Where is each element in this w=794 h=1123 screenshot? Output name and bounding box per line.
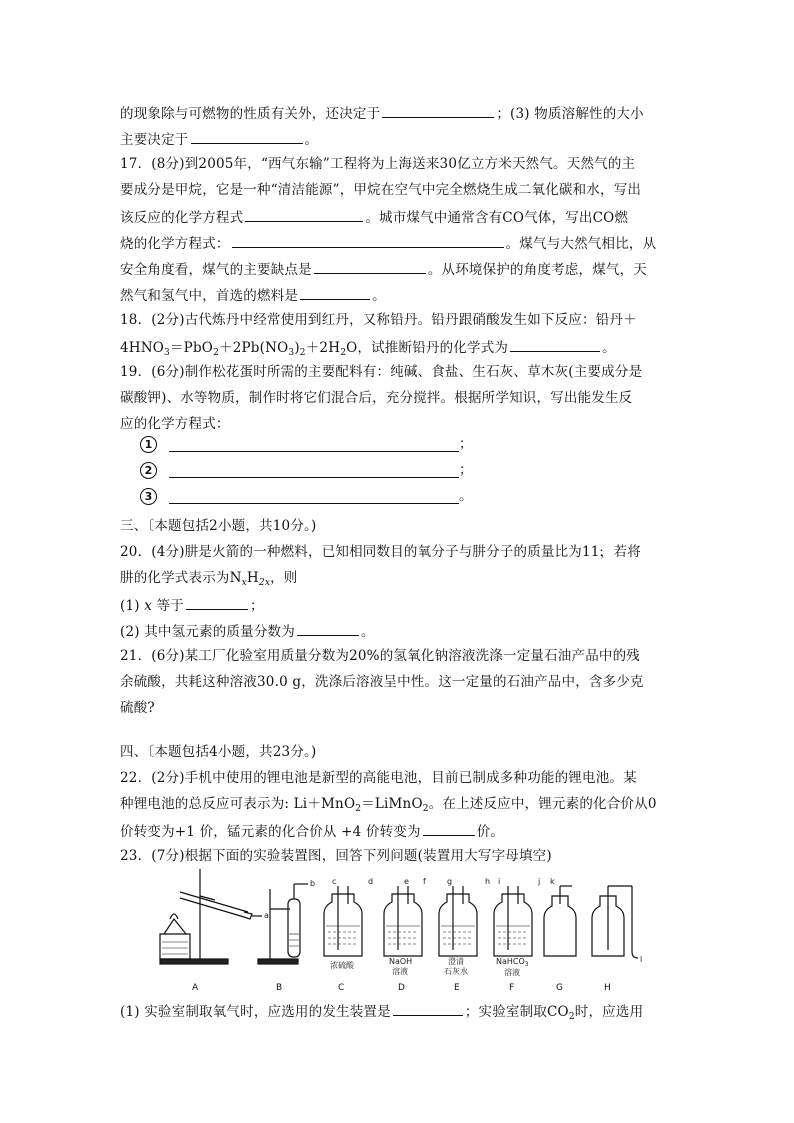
answer-blank[interactable] [297, 620, 359, 636]
apparatus-e [439, 886, 477, 956]
reagent-label-f2: 溶液 [504, 968, 520, 977]
question-19-line-1: 19．(6分)制作松花蛋时所需的主要配料有：纯碱、食盐、生石灰、草木灰(主要成分是 [120, 364, 643, 380]
apparatus-figure [140, 864, 700, 994]
question-23-line-1: 23．(7分)根据下面的实验装置图，回答下列问题(装置用大写字母填空) [120, 848, 552, 864]
section-heading-3: 三、〔本题包括2小题，共10分。) [120, 518, 317, 534]
apparatus-d [384, 886, 422, 956]
apparatus-letter-b: B [276, 983, 283, 993]
port-label-l: l [640, 955, 643, 964]
apparatus-a [160, 869, 262, 964]
answer-blank[interactable] [245, 206, 363, 222]
question-22-line-2: 种锂电池的总反应可表示为: Li＋MnO$_2$＝LiMnO$_2$。在上述反应中，锂元素的化合价从0 [120, 796, 657, 814]
question-21-line-2: 余硫酸，共耗这种溶液30.0 g，洗涤后溶液呈中性。这一定量的石油产品中，含多少克 [120, 674, 644, 690]
question-22-line-3: 价转变为+1 价，锰元素的化合价从 +4 价转变为 价。 [120, 820, 504, 842]
reagent-label-c: 浓硫酸 [330, 961, 354, 970]
answer-blank[interactable] [393, 1000, 463, 1016]
question-21-line-1: 21．(6分)某工厂化验室用质量分数为20%的氢氧化钠溶液洗涤一定量石油产品中的残 [120, 648, 641, 664]
text-line: 的现象除与可燃物的性质有关外，还决定于 ；(3) 物质溶解性的大小 [120, 102, 644, 124]
answer-blank[interactable] [232, 232, 504, 248]
apparatus-f [494, 886, 532, 956]
equation-line-2: 2 ； [140, 460, 473, 480]
apparatus-c [324, 886, 362, 956]
answer-line[interactable] [169, 489, 459, 504]
question-19-line-3: 应的化学方程式： [120, 416, 230, 432]
section-heading-4: 四、〔本题包括4小题，共23分。) [120, 744, 317, 760]
apparatus-h [592, 886, 638, 958]
question-17-line-3: 该反应的化学方程式 。城市煤气中通常含有CO气体，写出CO燃 [120, 206, 628, 228]
question-22-line-1: 22．(2分)手机中使用的锂电池是新型的高能电池，目前已制成多种功能的锂电池。某 [120, 770, 637, 786]
port-label-h: h [485, 877, 491, 886]
question-17-line-6: 然气和氢气中，首选的燃料是 。 [120, 284, 386, 306]
port-label-b: b [310, 879, 316, 888]
reagent-label-d2: 溶液 [392, 967, 408, 976]
apparatus-letter-d: D [398, 983, 405, 993]
answer-blank[interactable] [300, 284, 370, 300]
reagent-label-f1: NaHCO$_3$ [496, 957, 529, 968]
port-label-i: i [498, 877, 501, 886]
equation-line-1: 1 ； [140, 434, 473, 454]
circled-number: 3 [140, 488, 157, 505]
answer-blank[interactable] [510, 336, 600, 352]
answer-blank[interactable] [186, 594, 248, 610]
apparatus-b [258, 884, 308, 964]
reagent-label-e1: 澄清 [448, 957, 464, 966]
question-20-line-3: (1) x 等于 ； [120, 594, 264, 616]
answer-blank[interactable] [382, 102, 494, 118]
question-18-line-1: 18．(2分)古代炼丹中经常使用到红丹，又称铅丹。铅丹跟硝酸发生如下反应：铅丹＋ [120, 312, 637, 328]
question-17-line-4: 烧的化学方程式： 。煤气与大然气相比，从 [120, 232, 656, 254]
port-label-g: g [447, 877, 453, 886]
port-label-j: j [538, 877, 541, 886]
apparatus-letter-c: C [338, 983, 345, 993]
apparatus-g [544, 886, 576, 956]
reagent-label-e2: 石灰水 [444, 967, 468, 976]
apparatus-letter-g: G [556, 983, 563, 993]
answer-line[interactable] [169, 463, 459, 478]
apparatus-letter-f: F [509, 983, 515, 993]
question-23-line-2: (1) 实验室制取氧气时，应选用的发生装置是 ；实验室制取$CO_2$时，应选用 [120, 1000, 643, 1022]
port-label-d: d [368, 877, 374, 886]
question-20-line-1: 20．(4分)肼是火箭的一种燃料，已知相同数目的氧分子与肼分子的质量比为1 ׃1，若将 [120, 544, 641, 560]
port-label-a: a [264, 911, 269, 920]
answer-blank[interactable] [423, 820, 475, 836]
port-label-f: f [423, 877, 426, 886]
port-label-c: c [332, 877, 337, 886]
question-18-line-2: $4HNO_3=PbO_2+2Pb(NO_3)_2+2H_2O$，试推断铅丹的化学式为 。 [120, 336, 616, 358]
question-20-line-4: (2) 其中氢元素的质量分数为 。 [120, 620, 375, 642]
question-17-line-1: 17．(8分)到2005年，“西气东输”工程将为上海送来30亿立方米天然气。天然气的主 [120, 156, 636, 172]
port-label-k: k [550, 877, 555, 886]
answer-blank[interactable] [191, 128, 303, 144]
apparatus-letter-e: E [454, 983, 460, 993]
port-label-e: e [404, 877, 409, 886]
question-20-line-2: 肼的化学式表示为$N_xH_{2x}$，则 [120, 570, 298, 588]
circled-number: 1 [140, 436, 157, 453]
equation-line-3: 3 。 [140, 486, 473, 506]
question-17-line-2: 要成分是甲烷，它是一种“清洁能源”，甲烷在空气中完全燃烧生成二氧化碳和水，写出 [120, 182, 642, 198]
question-17-line-5: 安全角度看，煤气的主要缺点是 。从环境保护的角度考虑，煤气，天 [120, 258, 647, 280]
apparatus-letter-h: H [604, 983, 611, 993]
reagent-label-d1: NaOH [389, 957, 413, 966]
circled-number: 2 [140, 462, 157, 479]
apparatus-letter-a: A [192, 983, 199, 993]
question-19-line-2: 碳酸钾)、水等物质，制作时将它们混合后，充分搅拌。根据所学知识，写出能发生反 [120, 390, 633, 406]
question-21-line-3: 硫酸? [120, 700, 155, 716]
answer-line[interactable] [169, 437, 459, 452]
answer-blank[interactable] [314, 258, 426, 274]
text-line: 主要决定于 。 [120, 128, 318, 150]
